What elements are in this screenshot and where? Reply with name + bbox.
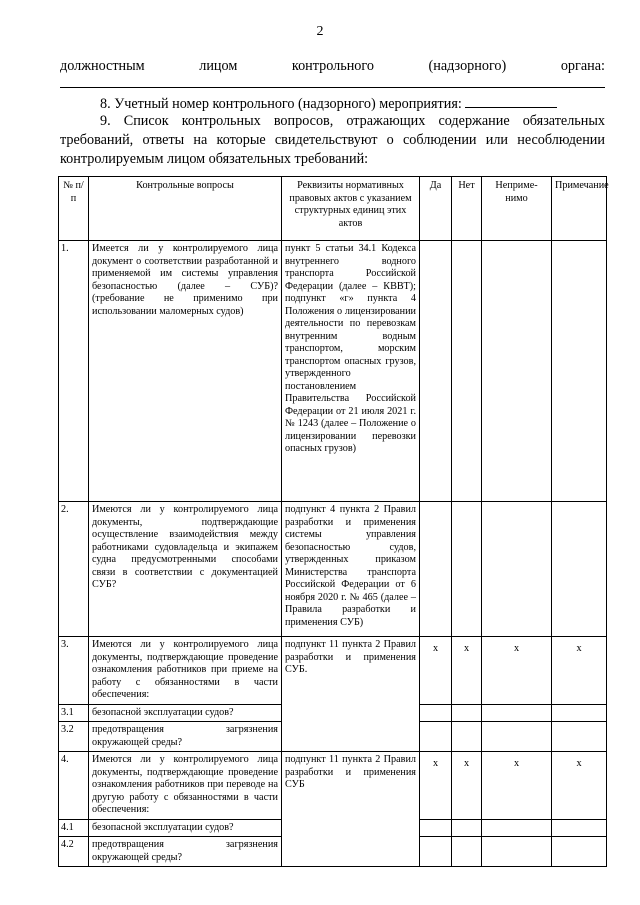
row-requisites: подпункт 11 пункта 2 Правил разработки и применения СУБ <box>282 752 420 867</box>
subrow-text: безопасной эксплуатации судов? <box>89 704 282 722</box>
cell-note: x <box>552 637 607 705</box>
cell-no[interactable] <box>452 241 482 502</box>
cell-na[interactable] <box>482 722 552 752</box>
cell-na: x <box>482 752 552 820</box>
checklist-table <box>58 176 607 867</box>
intro-word: контрольного <box>291 58 374 74</box>
header-requisites: Реквизиты нормативных правовых актов с указанием структурных единиц этих актов <box>282 177 420 241</box>
table-row <box>59 637 607 705</box>
page-number: 2 <box>316 24 324 39</box>
table-row <box>59 502 607 637</box>
row-question: Имеются ли у контролируемого лица документы, подтверждающие осуществление взаимодействия между работниками судовладельца и экипажем судна предусмотренными способами связи в соответствии с документацией СУБ? <box>89 502 282 637</box>
cell-na[interactable] <box>482 704 552 722</box>
registration-number-blank[interactable] <box>465 93 557 108</box>
cell-yes[interactable] <box>420 502 452 637</box>
cell-note: x <box>552 752 607 820</box>
item-8 <box>60 93 605 114</box>
cell-yes[interactable] <box>420 819 452 837</box>
header-question: Контрольные вопросы <box>89 177 282 241</box>
cell-yes: x <box>420 752 452 820</box>
cell-no[interactable] <box>452 502 482 637</box>
row-requisites: пункт 5 статьи 34.1 Кодекса внутреннего водного транспорта Российской Федерации (далее – КВВТ); подпункт «г» пункта 4 Положения о лицензировании деятельности по перевозкам внутренним водным транспортом, морским транспортом опасных грузов, утвержденного постановлением Правительства Российской Федерации от 21 июля 2021 г. № 1243 (далее – Положение о лицензировании перевозки опасных грузов) <box>282 241 420 502</box>
subrow-num: 4.2 <box>59 837 89 867</box>
row-num: 2. <box>59 502 89 637</box>
header-num: № п/п <box>59 177 89 241</box>
cell-yes[interactable] <box>420 241 452 502</box>
row-requisites: подпункт 4 пункта 2 Правил разработки и применения системы управления безопасностью судов, утвержденных приказом Министерства транспорта Российской Федерации от 6 ноября 2020 г. № 465 (далее – Правила разработки и применения СУБ) <box>282 502 420 637</box>
cell-no: x <box>452 637 482 705</box>
header-yes: Да <box>420 177 452 241</box>
cell-note[interactable] <box>552 241 607 502</box>
item-9: 9. Список контрольных вопросов, отражающих содержание обязательных требований, ответы на которые свидетельствуют о соблюдении или несоблюдении контролируемым лицом обязательных требований: <box>60 113 605 167</box>
row-num: 3. <box>59 637 89 705</box>
row-question: Имеются ли у контролируемого лица документы, подтверждающие проведение ознакомления работников при переводе на другую работу с обязанностями в части обеспечения: <box>89 752 282 820</box>
header-note: Примечание <box>552 177 607 241</box>
cell-na[interactable] <box>482 837 552 867</box>
cell-na[interactable] <box>482 502 552 637</box>
cell-note[interactable] <box>552 837 607 867</box>
cell-no[interactable] <box>452 819 482 837</box>
cell-yes[interactable] <box>420 704 452 722</box>
cell-no: x <box>452 752 482 820</box>
cell-note[interactable] <box>552 819 607 837</box>
subrow-text: предотвращения загрязнения окружающей среды? <box>89 837 282 867</box>
table-row <box>59 241 607 502</box>
cell-note[interactable] <box>552 722 607 752</box>
row-requisites: подпункт 11 пункта 2 Правил разработки и применения СУБ. <box>282 637 420 752</box>
subrow-text: предотвращения загрязнения окружающей среды? <box>89 722 282 752</box>
header-no: Нет <box>452 177 482 241</box>
cell-na: x <box>482 637 552 705</box>
row-question: Имеется ли у контролируемого лица документ о соответствии разработанной и применяемой им системы управления безопасностью (далее – СУБ)? (требование не применимо при использовании маломерных судов) <box>89 241 282 502</box>
cell-no[interactable] <box>452 704 482 722</box>
intro-word: лицом <box>199 58 238 74</box>
intro-word: органа: <box>560 58 605 74</box>
table-header-row <box>59 177 607 241</box>
cell-na[interactable] <box>482 241 552 502</box>
subrow-num: 3.1 <box>59 704 89 722</box>
row-num: 4. <box>59 752 89 820</box>
cell-no[interactable] <box>452 722 482 752</box>
cell-yes[interactable] <box>420 837 452 867</box>
subrow-num: 3.2 <box>59 722 89 752</box>
table-row <box>59 752 607 820</box>
cell-note[interactable] <box>552 502 607 637</box>
header-na: Неприме-нимо <box>482 177 552 241</box>
intro-line <box>60 57 605 76</box>
item-8-text: 8. Учетный номер контрольного (надзорного) мероприятия: <box>100 96 462 112</box>
subrow-text: безопасной эксплуатации судов? <box>89 819 282 837</box>
fill-in-line[interactable] <box>60 87 605 88</box>
subrow-num: 4.1 <box>59 819 89 837</box>
row-num: 1. <box>59 241 89 502</box>
cell-yes: x <box>420 637 452 705</box>
cell-na[interactable] <box>482 819 552 837</box>
row-question: Имеются ли у контролируемого лица документы, подтверждающие проведение ознакомления работников при приеме на работу с обязанностями в части обеспечения: <box>89 637 282 705</box>
intro-word: (надзорного) <box>428 58 507 74</box>
cell-no[interactable] <box>452 837 482 867</box>
cell-note[interactable] <box>552 704 607 722</box>
intro-word: должностным <box>60 58 145 74</box>
cell-yes[interactable] <box>420 722 452 752</box>
